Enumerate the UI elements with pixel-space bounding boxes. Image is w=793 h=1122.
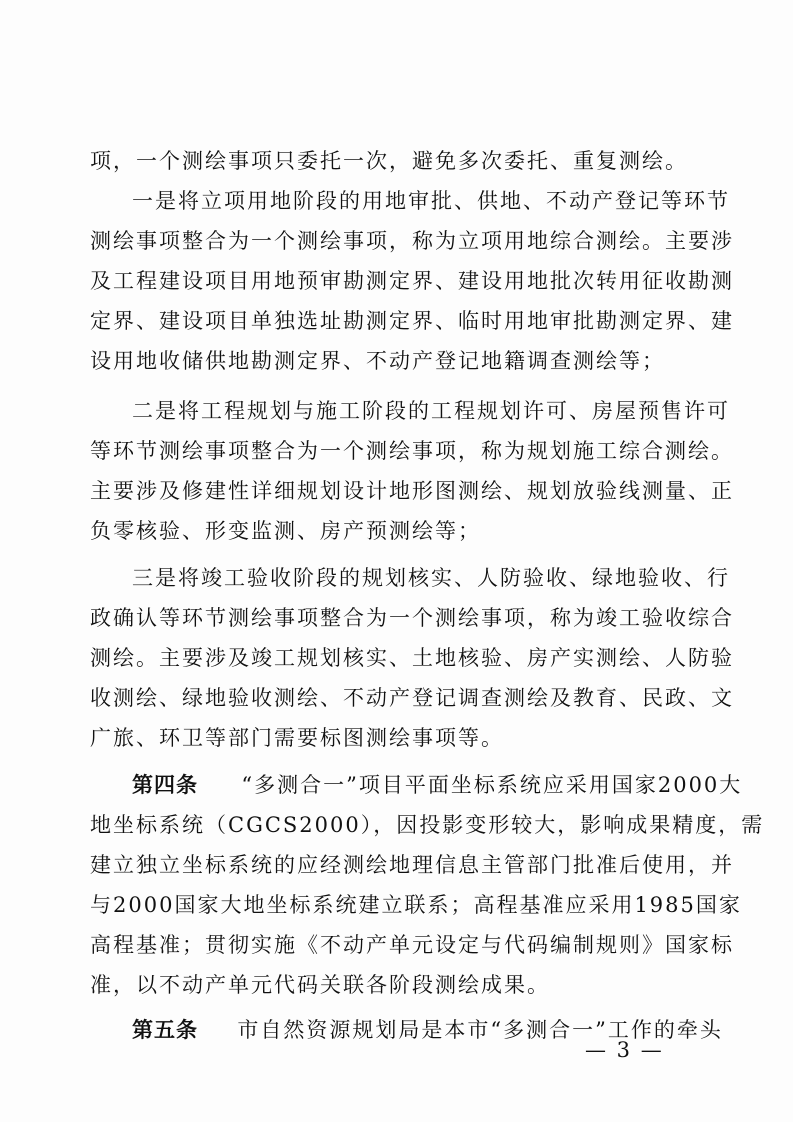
text-line: 测绘。主要涉及竣工规划核实、土地核验、房产实测绘、人防验 bbox=[90, 646, 734, 670]
article-4-heading: 第四条 bbox=[132, 772, 198, 797]
text-line: 及工程建设项目用地预审勘测定界、建设用地批次转用征收勘测 bbox=[90, 269, 734, 293]
text-line: 三是将竣工验收阶段的规划核实、人防验收、绿地验收、行 bbox=[132, 566, 730, 590]
text-line: 设用地收储供地勘测定界、不动产登记地籍调查测绘等； bbox=[90, 349, 665, 373]
article-4-text: “多测合一”项目平面坐标系统应采用国家2000大 bbox=[241, 773, 743, 797]
text-line: 地坐标系统（CGCS2000），因投影变形较大，影响成果精度，需 bbox=[90, 813, 765, 837]
text-line: 等环节测绘事项整合为一个测绘事项，称为规划施工综合测绘。 bbox=[90, 439, 734, 463]
text-line: 负零核验、形变监测、房产预测绘等； bbox=[90, 519, 481, 543]
text-line: 二是将工程规划与施工阶段的工程规划许可、房屋预售许可 bbox=[132, 399, 730, 423]
text-line: 项，一个测绘事项只委托一次，避免多次委托、重复测绘。 bbox=[90, 149, 688, 173]
text-line: 广旅、环卫等部门需要标图测绘事项等。 bbox=[90, 726, 504, 750]
page-number: — 3 — bbox=[585, 1038, 664, 1062]
article-4-line bbox=[132, 772, 742, 798]
text-line: 与2000国家大地坐标系统建立联系；高程基准应采用1985国家 bbox=[90, 893, 742, 917]
text-line: 一是将立项用地阶段的用地审批、供地、不动产登记等环节 bbox=[132, 189, 730, 213]
article-5-text: 市自然资源规划局是本市“多测合一”工作的牵头 bbox=[237, 1018, 723, 1042]
text-line: 测绘事项整合为一个测绘事项，称为立项用地综合测绘。主要涉 bbox=[90, 229, 734, 253]
text-line: 定界、建设项目单独选址勘测定界、临时用地审批勘测定界、建 bbox=[90, 309, 734, 333]
text-line: 政确认等环节测绘事项整合为一个测绘事项，称为竣工验收综合 bbox=[90, 606, 734, 630]
article-5-heading: 第五条 bbox=[132, 1017, 198, 1042]
text-line: 主要涉及修建性详细规划设计地形图测绘、规划放验线测量、正 bbox=[90, 479, 734, 503]
text-line: 建立独立坐标系统的应经测绘地理信息主管部门批准后使用，并 bbox=[90, 853, 734, 877]
text-line: 准，以不动产单元代码关联各阶段测绘成果。 bbox=[90, 973, 550, 997]
text-line: 收测绘、绿地验收测绘、不动产登记调查测绘及教育、民政、文 bbox=[90, 686, 734, 710]
text-line: 高程基准；贯彻实施《不动产单元设定与代码编制规则》国家标 bbox=[90, 933, 734, 957]
